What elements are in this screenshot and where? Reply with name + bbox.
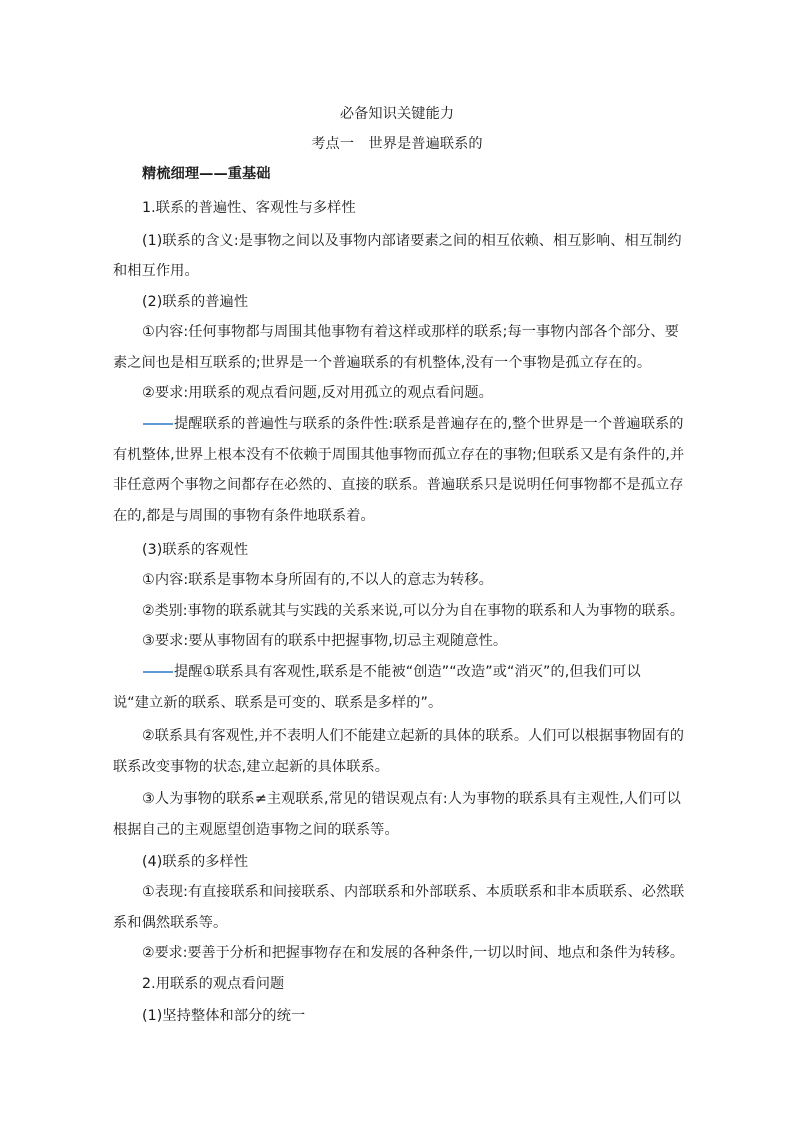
paragraph-line: 和相互作用。 [113, 263, 199, 279]
paragraph-line: ②要求:要善于分析和把握事物存在和发展的各种条件,一切以时间、地点和条件为转移。 [142, 945, 684, 961]
paragraph-line: ①表现:有直接联系和间接联系、内部联系和外部联系、本质联系和非本质联系、必然联 [142, 884, 685, 900]
subheading: (2)联系的普遍性 [142, 294, 249, 310]
reminder-line: 提醒联系的普遍性与联系的条件性:联系是普遍存在的,整个世界是一个普遍联系的 [174, 416, 684, 432]
reminder-marker [143, 671, 173, 673]
paragraph-line: ②联系具有客观性,并不表明人们不能建立起新的具体的联系。人们可以根据事物固有的 [142, 728, 685, 744]
subheading: (4)联系的多样性 [142, 854, 249, 870]
page-title: 必备知识关键能力 [339, 106, 455, 122]
reminder-marker [143, 423, 173, 425]
paragraph-line: (1)联系的含义:是事物之间以及事物内部诸要素之间的相互依赖、相互影响、相互制约 [142, 233, 682, 249]
heading-2: 2.用联系的观点看问题 [142, 976, 285, 992]
paragraph-line: 根据自己的主观愿望创造事物之间的联系等。 [113, 822, 399, 838]
paragraph-line: ③人为事物的联系≠主观联系,常见的错误观点有:人为事物的联系具有主观性,人们可以 [142, 791, 681, 807]
paragraph-line: ①内容:联系是事物本身所固有的,不以人的意志为转移。 [142, 572, 493, 588]
paragraph-line: ②类别:事物的联系就其与实践的关系来说,可以分为自在事物的联系和人为事物的联系。 [142, 603, 684, 619]
paragraph-line: 非任意两个事物之间都存在必然的、直接的联系。普遍联系只是说明任何事物都不是孤立存 [113, 477, 684, 493]
paragraph-line: 在的,都是与周围的事物有条件地联系着。 [113, 508, 375, 524]
paragraph-line: ①内容:任何事物都与周围其他事物有着这样或那样的联系;每一事物内部各个部分、要 [142, 324, 679, 340]
subheading: (1)坚持整体和部分的统一 [142, 1008, 306, 1024]
page-subtitle: 考点一 世界是普遍联系的 [311, 136, 483, 152]
heading-1: 1.联系的普遍性、客观性与多样性 [142, 200, 356, 216]
paragraph-line: ②要求:用联系的观点看问题,反对用孤立的观点看问题。 [142, 385, 493, 401]
subheading: (3)联系的客观性 [142, 542, 249, 558]
paragraph-line: ③要求:要从事物固有的联系中把握事物,切忌主观随意性。 [142, 633, 508, 649]
paragraph-line: 素之间也是相互联系的;世界是一个普遍联系的有机整体,没有一个事物是孤立存在的。 [113, 355, 652, 371]
paragraph-line: 联系改变事物的状态,建立起新的具体联系。 [113, 759, 390, 775]
paragraph-line: 有机整体,世界上根本没有不依赖于周围其他事物而孤立存在的事物;但联系又是有条件的,并 [113, 447, 685, 463]
paragraph-line: 说“建立新的联系、联系是可变的、联系是多样的”。 [113, 695, 443, 711]
section-heading: 精梳细理——重基础 [142, 166, 271, 182]
paragraph-line: 系和偶然联系等。 [113, 915, 228, 931]
reminder-line: 提醒①联系具有客观性,联系是不能被“创造”“改造”或“消灭”的,但我们可以 [174, 664, 641, 680]
